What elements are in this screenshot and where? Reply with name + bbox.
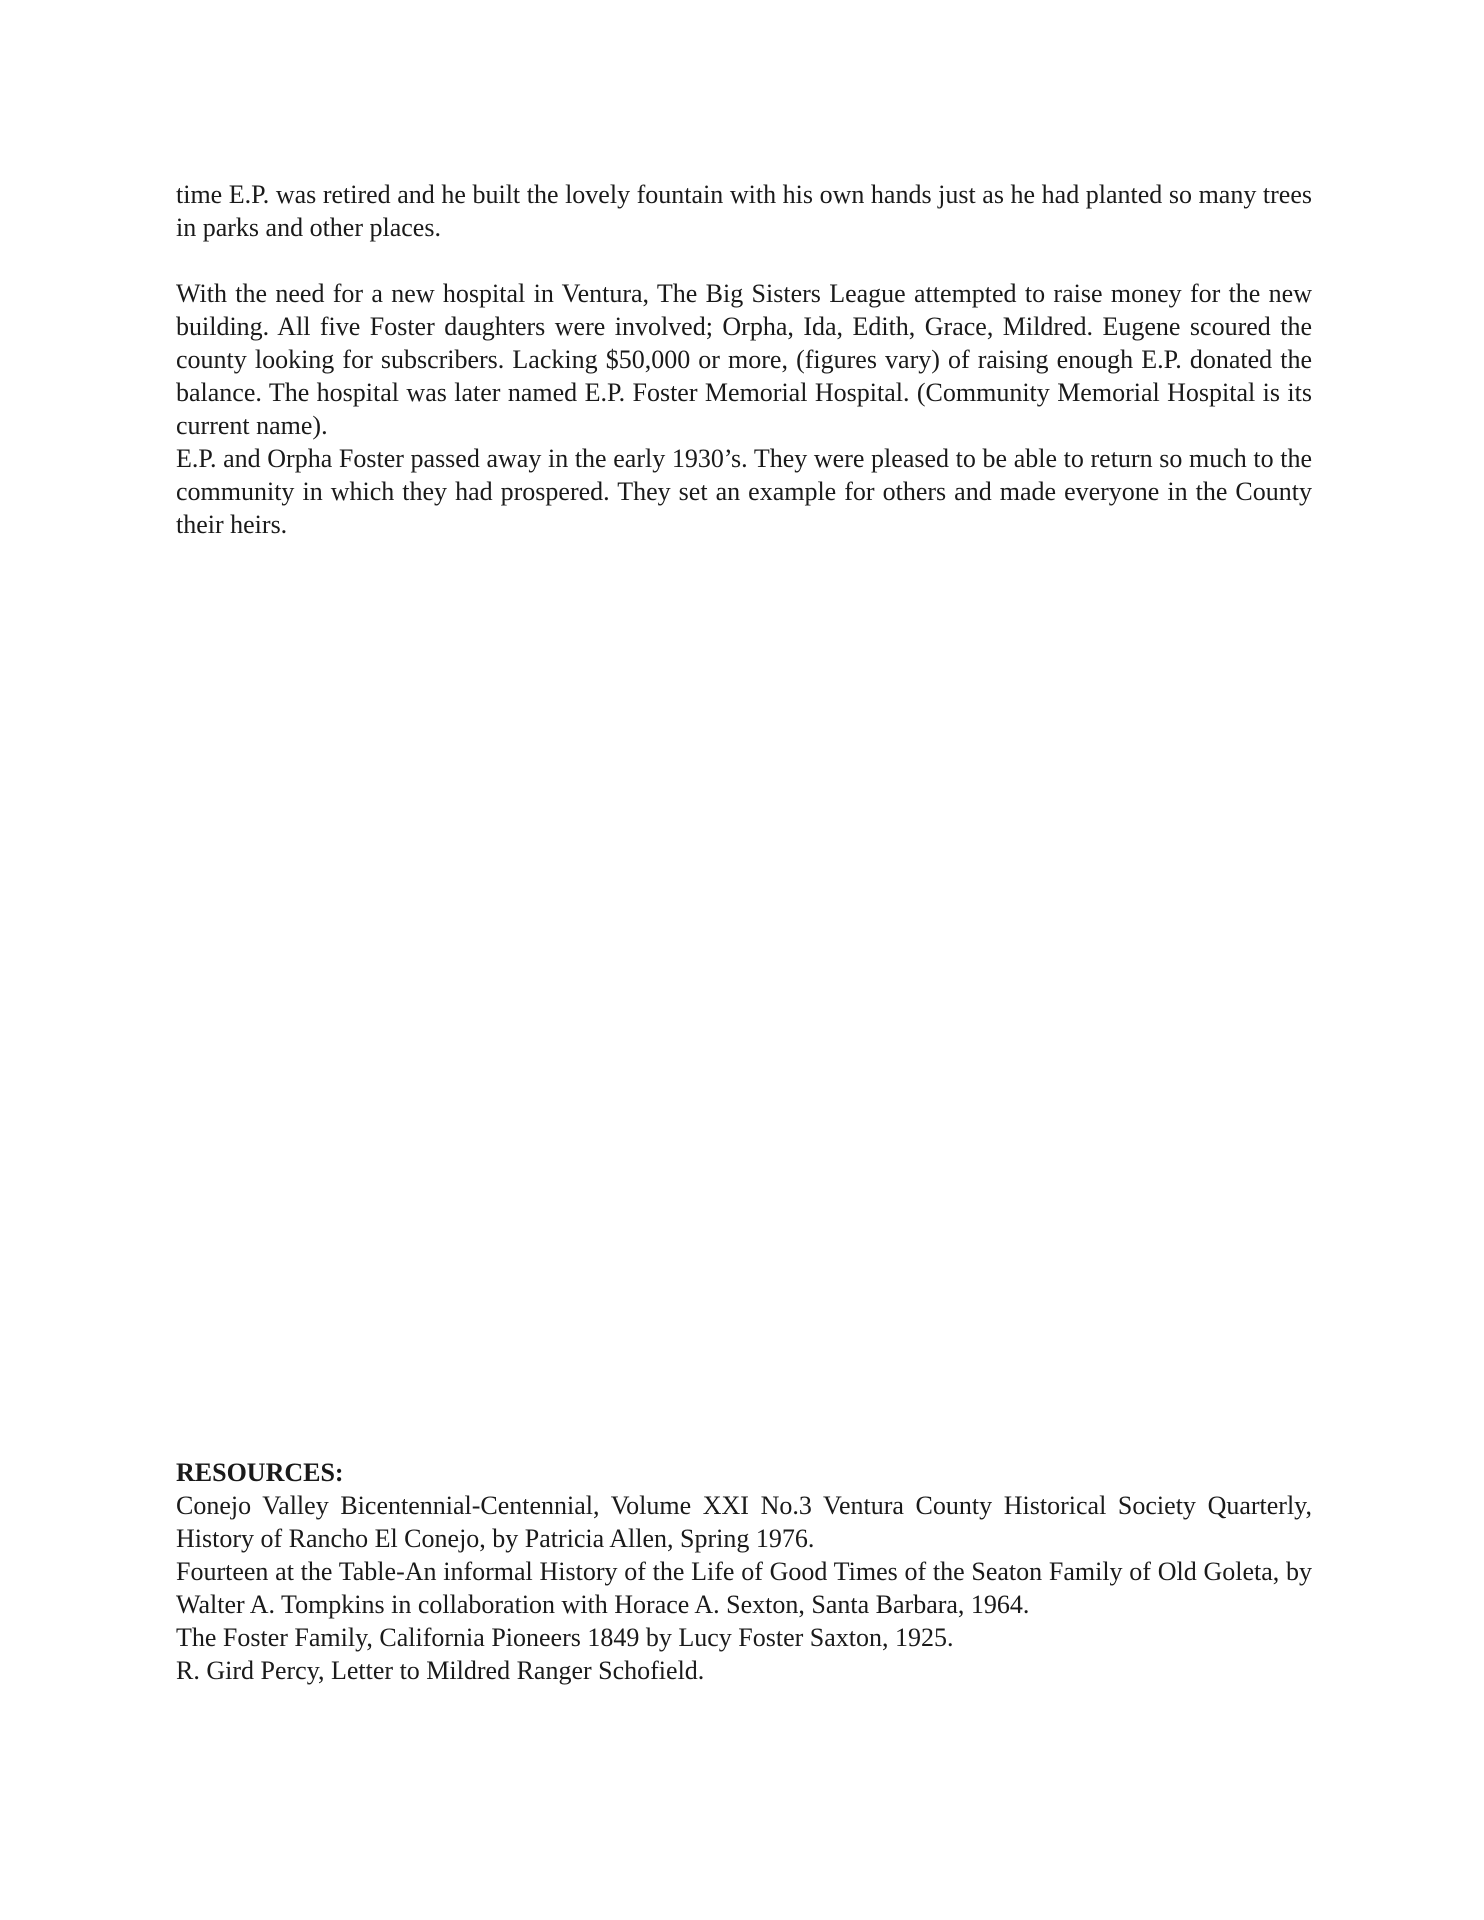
resource-item: R. Gird Percy, Letter to Mildred Ranger Schofield. [176,1656,705,1685]
paragraph-foster-legacy: E.P. and Orpha Foster passed away in the early 1930’s. They were pleased to be able to return so much to the community in which they had prospered. They set an example for others and made everyone in the County their heirs. [176,444,1312,539]
resources-heading: RESOURCES: [176,1458,344,1487]
resource-item: Conejo Valley Bicentennial-Centennial, Volume XXI No.3 Ventura County Historical Society Quarterly, History of Rancho El Conejo, by Patricia Allen, Spring 1976. [176,1491,1312,1553]
paragraph-hospital: With the need for a new hospital in Ventura, The Big Sisters League attempted to raise money for the new building. All five Foster daughters were involved; Orpha, Ida, Edith, Grace, Mildred. Eugene scoured the county looking for subscribers. Lacking $50,000 or more, (figures vary) of raising enough E.P. donated the balance. The hospital was later named E.P. Foster Memorial Hospital. (Community Memorial Hospital is its current name). [176,279,1312,440]
body-text [176,178,1312,541]
resources-section [176,1456,1312,1687]
paragraph-fountain: time E.P. was retired and he built the lovely fountain with his own hands just as he had planted so many trees in parks and other places. [176,180,1312,242]
resource-item: Fourteen at the Table-An informal History of the Life of Good Times of the Seaton Family of Old Goleta, by Walter A. Tompkins in collaboration with Horace A. Sexton, Santa Barbara, 1964. [176,1557,1312,1619]
resource-item: The Foster Family, California Pioneers 1849 by Lucy Foster Saxton, 1925. [176,1623,954,1652]
